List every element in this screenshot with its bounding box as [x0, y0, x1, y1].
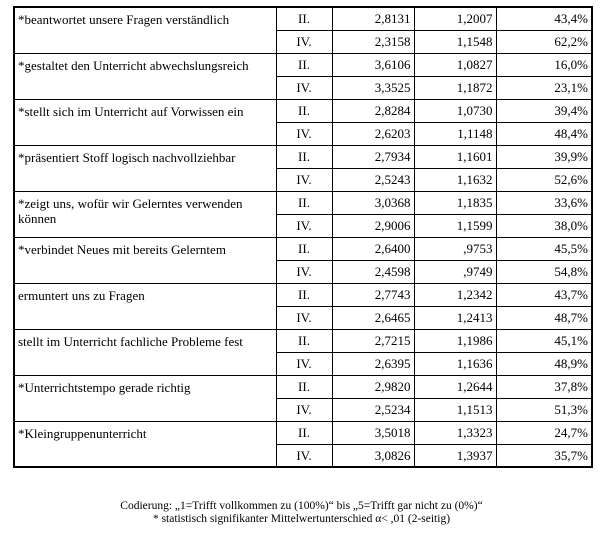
- percent-cell: 51,3%: [496, 398, 592, 421]
- sd-cell: ,9749: [414, 260, 496, 283]
- percent-cell: 45,1%: [496, 329, 592, 352]
- mean-cell: 2,6395: [332, 352, 414, 375]
- table-row: [14, 329, 592, 352]
- percent-cell: 39,9%: [496, 145, 592, 168]
- significance-note: * statistisch signifikanter Mittelwertunterschied α< ,01 (2-seitig): [152, 513, 451, 525]
- mean-cell: 2,7215: [332, 329, 414, 352]
- sd-cell: 1,0827: [414, 53, 496, 76]
- group-cell: IV.: [276, 214, 332, 237]
- percent-cell: 37,8%: [496, 375, 592, 398]
- sd-cell: 1,2413: [414, 306, 496, 329]
- item-label: *Kleingruppenunterricht: [14, 421, 276, 467]
- sd-cell: 1,1599: [414, 214, 496, 237]
- item-label: *präsentiert Stoff logisch nachvollziehbar: [14, 145, 276, 191]
- percent-cell: 48,7%: [496, 306, 592, 329]
- percent-cell: 35,7%: [496, 444, 592, 467]
- percent-cell: 38,0%: [496, 214, 592, 237]
- percent-cell: 48,4%: [496, 122, 592, 145]
- group-cell: IV.: [276, 76, 332, 99]
- percent-cell: 16,0%: [496, 53, 592, 76]
- table-row: [14, 99, 592, 122]
- mean-cell: 2,6400: [332, 237, 414, 260]
- group-cell: II.: [276, 191, 332, 214]
- percent-cell: 39,4%: [496, 99, 592, 122]
- item-label: *gestaltet den Unterricht abwechslungsreich: [14, 53, 276, 99]
- table-row: [14, 375, 592, 398]
- mean-cell: 2,7743: [332, 283, 414, 306]
- group-cell: IV.: [276, 306, 332, 329]
- percent-cell: 33,6%: [496, 191, 592, 214]
- table-row: [14, 191, 592, 214]
- item-label: *zeigt uns, wofür wir Gelerntes verwenden können: [14, 191, 276, 237]
- group-cell: II.: [276, 53, 332, 76]
- sd-cell: 1,2644: [414, 375, 496, 398]
- item-label: *beantwortet unsere Fragen verständlich: [14, 7, 276, 53]
- group-cell: II.: [276, 375, 332, 398]
- sd-cell: 1,3937: [414, 444, 496, 467]
- table-row: [14, 237, 592, 260]
- group-cell: IV.: [276, 444, 332, 467]
- group-cell: IV.: [276, 30, 332, 53]
- mean-cell: 2,6203: [332, 122, 414, 145]
- item-label: *stellt sich im Unterricht auf Vorwissen ein: [14, 99, 276, 145]
- group-cell: II.: [276, 237, 332, 260]
- percent-cell: 54,8%: [496, 260, 592, 283]
- sd-cell: 1,1601: [414, 145, 496, 168]
- sd-cell: 1,1148: [414, 122, 496, 145]
- mean-cell: 2,8284: [332, 99, 414, 122]
- results-table-body: [14, 7, 592, 467]
- sd-cell: 1,1986: [414, 329, 496, 352]
- table-row: [14, 283, 592, 306]
- mean-cell: 3,0368: [332, 191, 414, 214]
- mean-cell: 2,6465: [332, 306, 414, 329]
- item-label: stellt im Unterricht fachliche Probleme fest: [14, 329, 276, 375]
- sd-cell: 1,1632: [414, 168, 496, 191]
- mean-cell: 3,3525: [332, 76, 414, 99]
- sd-cell: 1,1636: [414, 352, 496, 375]
- table-row: [14, 53, 592, 76]
- mean-cell: 3,0826: [332, 444, 414, 467]
- sd-cell: 1,3323: [414, 421, 496, 444]
- group-cell: II.: [276, 7, 332, 30]
- percent-cell: 43,4%: [496, 7, 592, 30]
- mean-cell: 2,9820: [332, 375, 414, 398]
- results-table: [13, 6, 593, 468]
- sd-cell: 1,1548: [414, 30, 496, 53]
- mean-cell: 2,4598: [332, 260, 414, 283]
- item-label: *verbindet Neues mit bereits Gelerntem: [14, 237, 276, 283]
- percent-cell: 62,2%: [496, 30, 592, 53]
- percent-cell: 45,5%: [496, 237, 592, 260]
- percent-cell: 52,6%: [496, 168, 592, 191]
- mean-cell: 2,9006: [332, 214, 414, 237]
- mean-cell: 2,8131: [332, 7, 414, 30]
- table-row: [14, 421, 592, 444]
- sd-cell: 1,2342: [414, 283, 496, 306]
- mean-cell: 2,5243: [332, 168, 414, 191]
- sd-cell: 1,0730: [414, 99, 496, 122]
- item-label: ermuntert uns zu Fragen: [14, 283, 276, 329]
- group-cell: IV.: [276, 398, 332, 421]
- group-cell: II.: [276, 99, 332, 122]
- mean-cell: 3,5018: [332, 421, 414, 444]
- group-cell: II.: [276, 421, 332, 444]
- group-cell: IV.: [276, 260, 332, 283]
- group-cell: II.: [276, 283, 332, 306]
- sd-cell: 1,1835: [414, 191, 496, 214]
- group-cell: IV.: [276, 352, 332, 375]
- sd-cell: 1,1513: [414, 398, 496, 421]
- percent-cell: 48,9%: [496, 352, 592, 375]
- group-cell: IV.: [276, 122, 332, 145]
- mean-cell: 2,3158: [332, 30, 414, 53]
- group-cell: IV.: [276, 168, 332, 191]
- percent-cell: 43,7%: [496, 283, 592, 306]
- percent-cell: 23,1%: [496, 76, 592, 99]
- group-cell: II.: [276, 145, 332, 168]
- sd-cell: 1,1872: [414, 76, 496, 99]
- mean-cell: 2,7934: [332, 145, 414, 168]
- mean-cell: 2,5234: [332, 398, 414, 421]
- coding-note: Codierung: „1=Trifft vollkommen zu (100%)“ bis „5=Trifft gar nicht zu (0%)“: [120, 500, 483, 512]
- mean-cell: 3,6106: [332, 53, 414, 76]
- sd-cell: 1,2007: [414, 7, 496, 30]
- sd-cell: ,9753: [414, 237, 496, 260]
- percent-cell: 24,7%: [496, 421, 592, 444]
- item-label: *Unterrichtstempo gerade richtig: [14, 375, 276, 421]
- table-row: [14, 7, 592, 30]
- group-cell: II.: [276, 329, 332, 352]
- table-row: [14, 145, 592, 168]
